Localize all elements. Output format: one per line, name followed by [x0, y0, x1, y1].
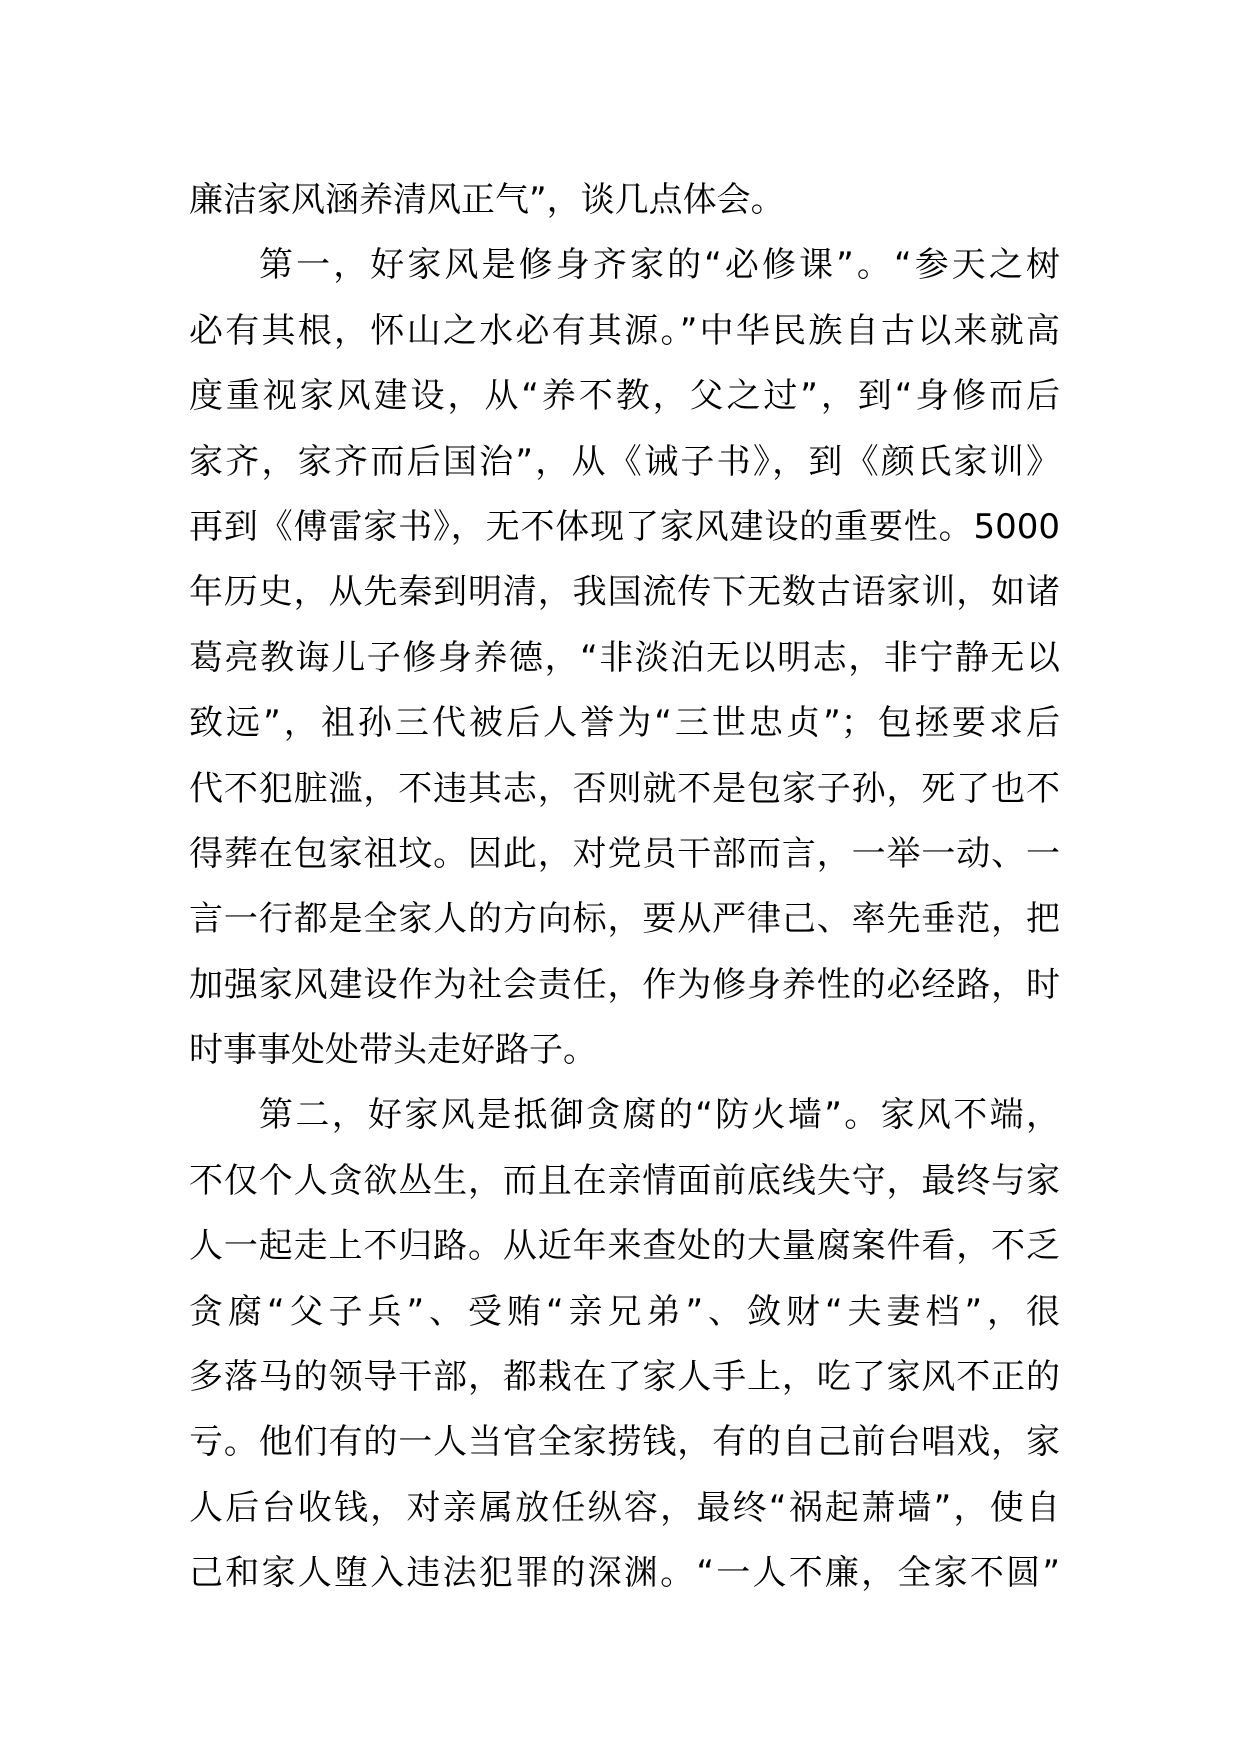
text-line: 致远”，祖孙三代被后人誉为“三世忠贞”；包拯要求后: [189, 703, 1060, 744]
text-line: 加强家风建设作为社会责任，作为修身养性的必经路，时: [189, 964, 1060, 1005]
text-line: 度重视家风建设，从“养不教，父之过”，到“身修而后: [189, 376, 1060, 417]
text-line: 葛亮教诲儿子修身养德，“非淡泊无以明志，非宁静无以: [189, 637, 1060, 678]
text-line: 贪腐“父子兵”、受贿“亲兄弟”、敛财“夫妻档”，很: [189, 1291, 1060, 1332]
text-line: 再到《傅雷家书》，无不体现了家风建设的重要性。5000: [189, 506, 1060, 547]
text-line: 年历史，从先秦到明清，我国流传下无数古语家训，如诸: [189, 572, 1060, 613]
text-line: 言一行都是全家人的方向标，要从严律己、率先垂范，把: [189, 899, 1060, 940]
text-line: 多落马的领导干部，都栽在了家人手上，吃了家风不正的: [189, 1357, 1060, 1398]
text-line: 人后台收钱，对亲属放任纵容，最终“祸起萧墙”，使自: [189, 1487, 1060, 1528]
text-line: 得葬在包家祖坟。因此，对党员干部而言，一举一动、一: [189, 833, 1060, 874]
text-line: 必有其根，怀山之水必有其源。”中华民族自古以来就高: [189, 310, 1060, 351]
text-line: 代不犯脏滥，不违其志，否则就不是包家子孙，死了也不: [189, 768, 1060, 809]
text-line: 时事事处处带头走好路子。: [189, 1030, 597, 1071]
paragraph-second-point: [189, 1083, 1060, 1606]
text-line: 廉洁家风涵养清风正气”，谈几点体会。: [189, 180, 785, 220]
text-line: 第一，好家风是修身齐家的“必修课”。“参天之树: [259, 245, 1060, 286]
text-line: 第二，好家风是抵御贪腐的“防火墙”。家风不端，: [259, 1095, 1060, 1136]
text-line: 不仅个人贪欲丛生，而且在亲情面前底线失守，最终与家: [189, 1160, 1060, 1201]
text-line: 己和家人堕入违法犯罪的深渊。“一人不廉，全家不圆”: [189, 1553, 1060, 1594]
text-line: 亏。他们有的一人当官全家捞钱，有的自己前台唱戏，家: [189, 1422, 1060, 1463]
text-line: 人一起走上不归路。从近年来查处的大量腐案件看，不乏: [189, 1226, 1060, 1267]
paragraph-first-point: [189, 233, 1060, 1083]
text-line: 家齐，家齐而后国治”，从《诫子书》，到《颜氏家训》: [189, 441, 1060, 482]
body-text: [189, 168, 1060, 1607]
paragraph-continuation: [189, 168, 1060, 233]
